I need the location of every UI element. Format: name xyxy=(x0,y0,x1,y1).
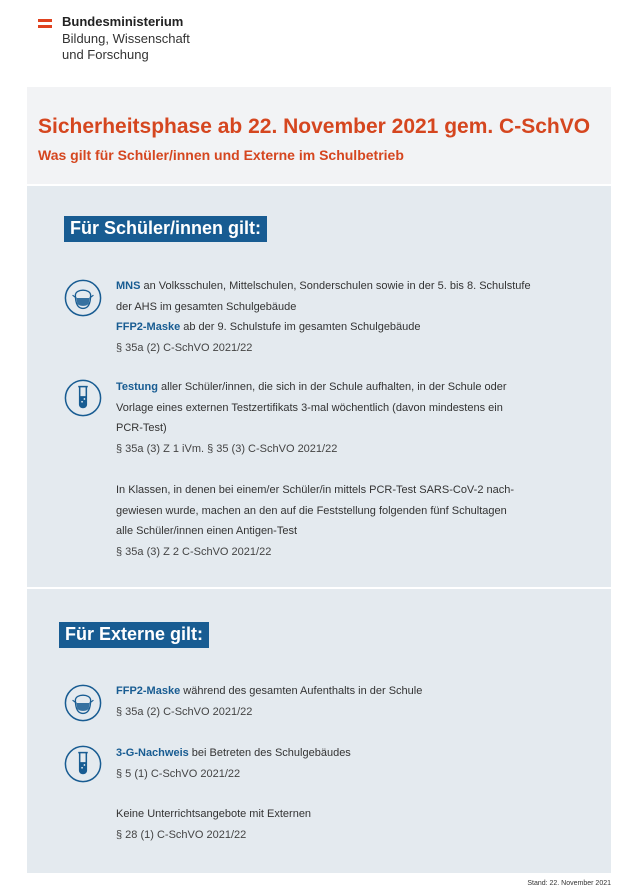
externals-lessons-rule xyxy=(116,804,586,845)
ministry-name-line3: und Forschung xyxy=(62,47,149,62)
externals-heading: Für Externe gilt: xyxy=(59,622,209,648)
ffp2-text: während des gesamten Aufenthalts in der Schule xyxy=(180,685,423,697)
students-testing-rule xyxy=(116,377,586,459)
students-heading: Für Schüler/innen gilt: xyxy=(64,216,267,242)
students-section xyxy=(27,186,611,587)
title-panel xyxy=(27,87,611,184)
ffp2-keyword: FFP2-Maske xyxy=(116,321,181,333)
page-subtitle: Was gilt für Schüler/innen und Externe im Schulbetrieb xyxy=(38,147,404,163)
face-mask-icon xyxy=(64,684,102,722)
ministry-name-line1: Bundesministerium xyxy=(62,14,184,29)
footer-date: Stand: 22. November 2021 xyxy=(527,880,611,887)
legal-reference: § 35a (2) C-SchVO 2021/22 xyxy=(116,341,253,354)
externals-proof-rule xyxy=(116,743,586,784)
class-rule-line2: gewiesen wurde, machen an den auf die Feststellung folgenden fünf Schultagen xyxy=(116,504,507,517)
face-mask-icon xyxy=(64,279,102,317)
students-mask-rule xyxy=(116,276,586,358)
students-class-rule xyxy=(116,480,586,562)
class-rule-line3: alle Schüler/innen einen Antigen-Test xyxy=(116,525,298,537)
externals-section xyxy=(27,589,611,873)
testing-text-a: aller Schüler/innen, die sich in der Schule aufhalten, in der Schule oder xyxy=(157,381,507,393)
legal-reference: § 35a (3) Z 1 iVm. § 35 (3) C-SchVO 2021/22 xyxy=(116,442,338,455)
no-lessons-text: Keine Unterrichtsangebote mit Externen xyxy=(116,808,312,820)
class-rule-line1: In Klassen, in denen bei einem/er Schüler/in mittels PCR-Test SARS-CoV-2 nach- xyxy=(116,484,515,496)
legal-reference: § 5 (1) C-SchVO 2021/22 xyxy=(116,767,241,780)
testing-text-b: Vorlage eines externen Testzertifikats 3-mal wöchentlich (davon mindestens ein xyxy=(116,401,503,414)
3g-text: bei Betreten des Schulgebäudes xyxy=(188,747,351,759)
testing-keyword: Testung xyxy=(116,381,158,393)
ministry-name-line2: Bildung, Wissenschaft xyxy=(62,30,190,46)
austria-flag-icon xyxy=(38,19,52,28)
mns-text-a: an Volksschulen, Mittelschulen, Sonderschulen sowie in der 5. bis 8. Schulstufe xyxy=(140,280,531,292)
mns-keyword: MNS xyxy=(116,280,141,292)
test-tube-icon xyxy=(64,379,102,417)
legal-reference: § 35a (3) Z 2 C-SchVO 2021/22 xyxy=(116,545,272,558)
legal-reference: § 28 (1) C-SchVO 2021/22 xyxy=(116,828,247,841)
externals-mask-rule xyxy=(116,681,586,722)
page-title: Sicherheitsphase ab 22. November 2021 gem. C-SchVO xyxy=(38,115,591,138)
mns-text-b: der AHS im gesamten Schulgebäude xyxy=(116,300,297,313)
ffp2-text: ab der 9. Schulstufe im gesamten Schulgebäude xyxy=(180,321,421,333)
ministry-name xyxy=(62,14,262,64)
test-tube-icon xyxy=(64,745,102,783)
ffp2-keyword: FFP2-Maske xyxy=(116,685,181,697)
3g-keyword: 3-G-Nachweis xyxy=(116,747,189,759)
testing-text-c: PCR-Test) xyxy=(116,422,167,434)
legal-reference: § 35a (2) C-SchVO 2021/22 xyxy=(116,705,253,718)
